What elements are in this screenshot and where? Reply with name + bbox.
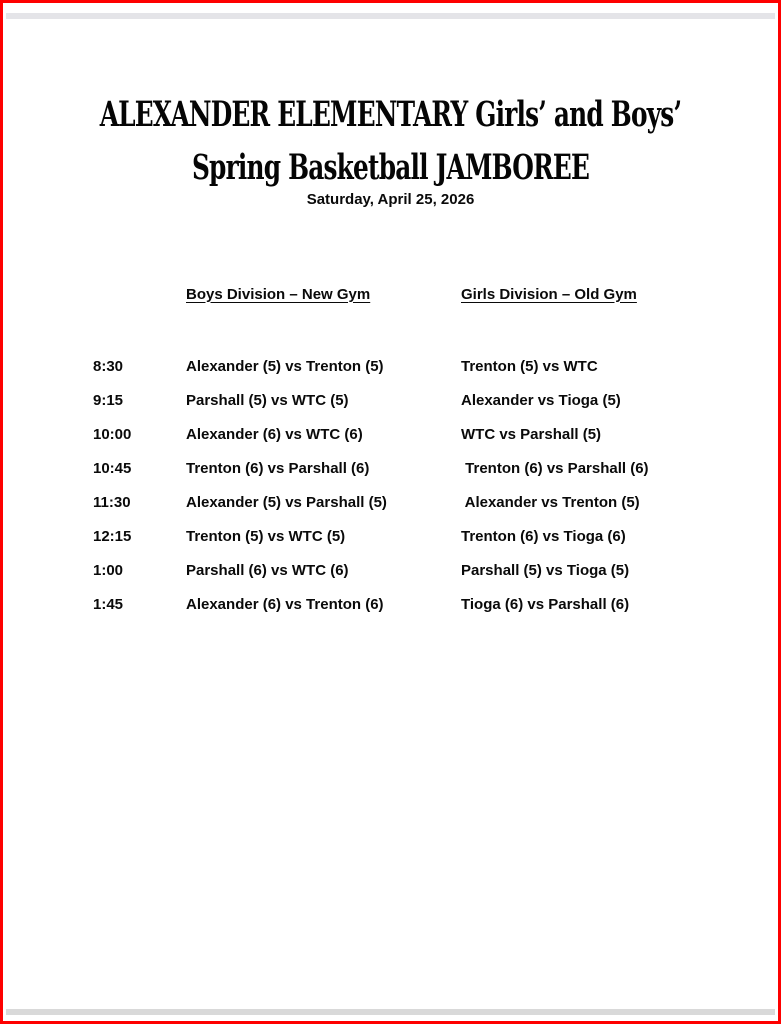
time-cell: 10:00 <box>93 425 132 443</box>
schedule-row <box>93 451 693 485</box>
girls-game-cell: Tioga (6) vs Parshall (6) <box>461 595 630 613</box>
girls-game-cell: Parshall (5) vs Tioga (5) <box>461 561 630 579</box>
time-cell: 1:45 <box>93 595 124 613</box>
page-top-shade <box>6 13 775 19</box>
boys-game-cell: Alexander (5) vs Parshall (5) <box>186 493 387 511</box>
boys-game-cell: Alexander (6) vs Trenton (6) <box>186 595 384 613</box>
girls-game-cell: Alexander vs Trenton (5) <box>461 493 640 511</box>
time-cell: 11:30 <box>93 493 131 511</box>
schedule-row <box>93 349 693 383</box>
boys-game-cell: Alexander (6) vs WTC (6) <box>186 425 363 443</box>
girls-game-cell: Trenton (5) vs WTC <box>461 357 598 375</box>
girls-division-header: Girls Division – Old Gym <box>461 285 637 303</box>
schedule-row <box>93 485 693 519</box>
time-cell: 8:30 <box>93 357 124 375</box>
schedule-row <box>93 519 693 553</box>
boys-game-cell: Trenton (5) vs WTC (5) <box>186 527 346 545</box>
girls-game-cell: Alexander vs Tioga (5) <box>461 391 621 409</box>
division-header-row <box>93 279 693 309</box>
schedule-row <box>93 553 693 587</box>
boys-game-cell: Parshall (5) vs WTC (5) <box>186 391 349 409</box>
time-cell: 1:00 <box>93 561 124 579</box>
boys-division-header: Boys Division – New Gym <box>186 285 371 303</box>
girls-game-cell: Trenton (6) vs Parshall (6) <box>461 459 649 477</box>
page-title-line-2: Spring Basketball JAMBOREE <box>191 147 590 189</box>
schedule-table <box>93 279 693 621</box>
time-cell: 9:15 <box>93 391 124 409</box>
page-title-line-1: ALEXANDER ELEMENTARY Girls’ and Boys’ <box>99 94 682 136</box>
schedule-row <box>93 587 693 621</box>
title-block <box>3 89 778 195</box>
boys-game-cell: Alexander (5) vs Trenton (5) <box>186 357 384 375</box>
schedule-row <box>93 383 693 417</box>
boys-game-cell: Trenton (6) vs Parshall (6) <box>186 459 370 477</box>
time-cell: 10:45 <box>93 459 132 477</box>
boys-game-cell: Parshall (6) vs WTC (6) <box>186 561 349 579</box>
event-date: Saturday, April 25, 2026 <box>306 191 475 208</box>
girls-game-cell: Trenton (6) vs Tioga (6) <box>461 527 626 545</box>
page-bottom-shade <box>6 1009 775 1015</box>
time-cell: 12:15 <box>93 527 132 545</box>
schedule-row <box>93 417 693 451</box>
girls-game-cell: WTC vs Parshall (5) <box>461 425 602 443</box>
